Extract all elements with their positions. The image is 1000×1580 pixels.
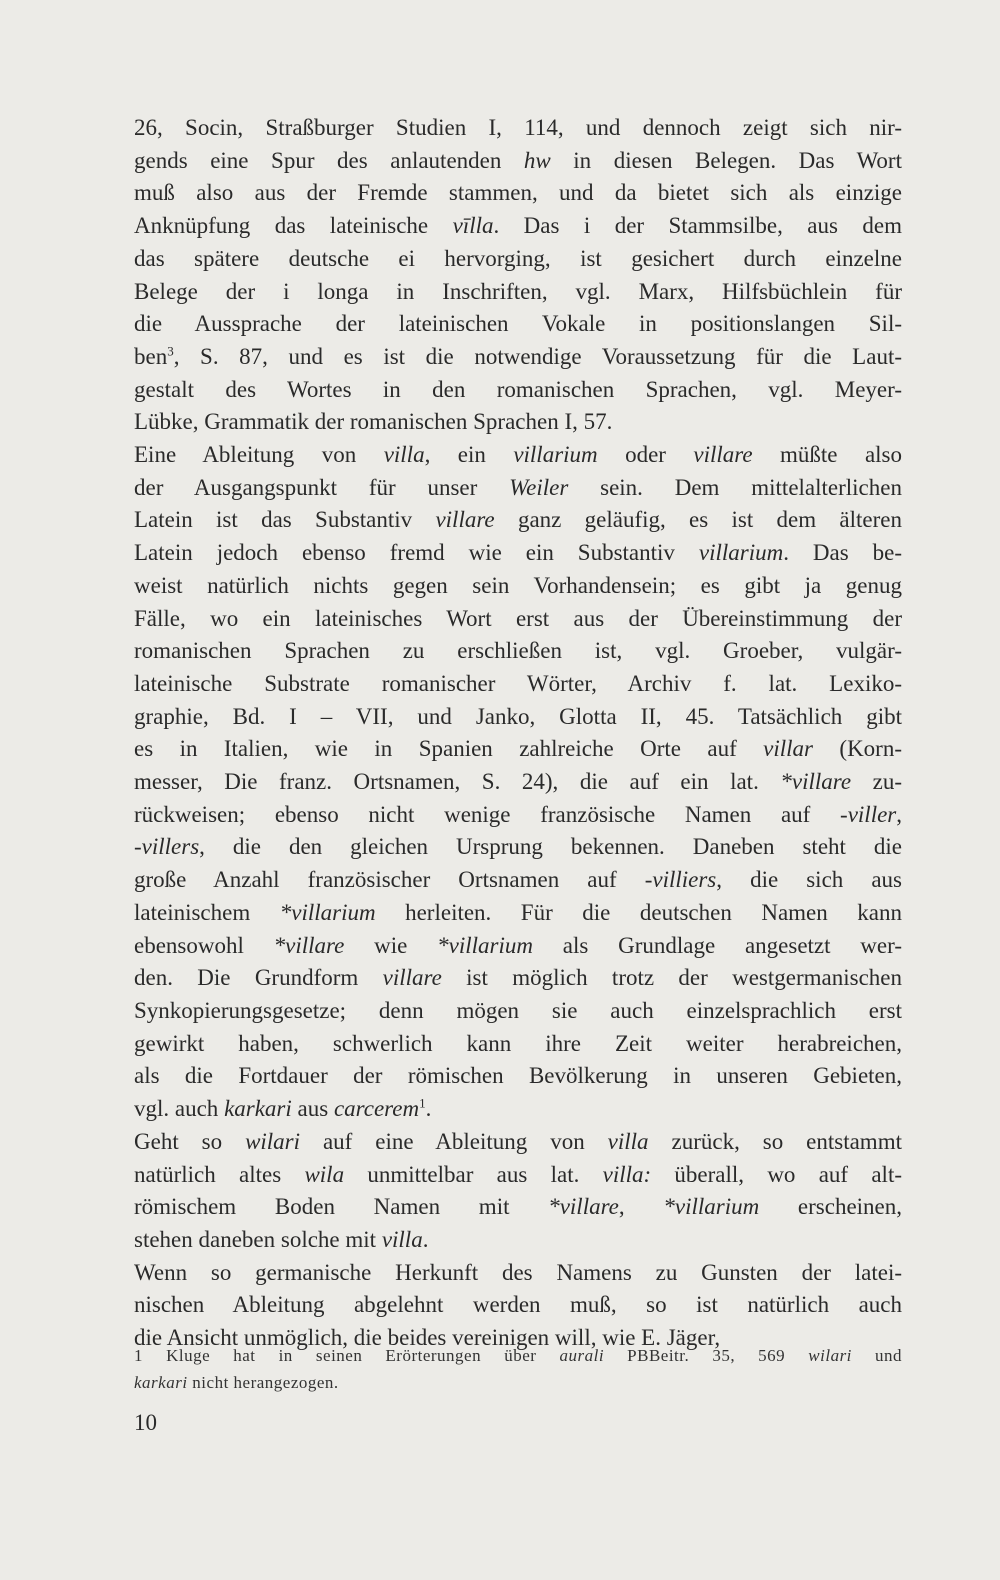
- text-run: Anknüpfung das lateinische: [134, 213, 453, 239]
- text-run: (Korn-: [813, 736, 902, 762]
- text-line: [134, 1369, 902, 1396]
- text-line: [134, 439, 902, 472]
- italic-text: vīlla: [452, 213, 494, 239]
- text-run: Lübke, Grammatik der romanischen Sprachen I, 57.: [134, 409, 613, 435]
- text-run: in diesen Belegen. Das Wort: [550, 147, 902, 173]
- text-run: .: [425, 1096, 432, 1122]
- text-line: [134, 1093, 902, 1126]
- text-line: [134, 341, 902, 374]
- italic-text: *villare: [548, 1194, 619, 1220]
- text-run: ben: [134, 343, 168, 369]
- text-line: [134, 406, 902, 439]
- italic-text: *villarium: [437, 932, 533, 958]
- text-run: herleiten. Für die deutschen Namen kann: [375, 899, 902, 925]
- text-line: [134, 962, 902, 995]
- text-run: oder: [597, 442, 694, 468]
- text-line: [134, 1224, 902, 1257]
- text-run: , die den gleichen Ursprung bekennen. Daneben steht die: [199, 834, 902, 860]
- text-run: die Ansicht unmöglich, die beides vereinigen will, wie E. Jäger,: [134, 1325, 721, 1351]
- text-line: [134, 1126, 902, 1159]
- text-line: [134, 308, 902, 341]
- footnote-marker: 3: [167, 343, 174, 359]
- text-run: wie: [344, 932, 438, 958]
- italic-text: wilari: [245, 1128, 301, 1154]
- text-line: [134, 210, 902, 243]
- text-run: ganz geläufig, es ist dem älteren: [494, 507, 902, 533]
- italic-text: Weiler: [509, 474, 569, 500]
- text-run: zurück, so entstammt: [648, 1128, 902, 1154]
- text-run: und: [851, 1346, 902, 1365]
- text-line: [134, 276, 902, 309]
- text-run: weist natürlich nichts gegen sein Vorhandensein; es gibt ja genug: [134, 572, 902, 598]
- text-line: [134, 243, 902, 276]
- text-run: ,: [618, 1194, 664, 1220]
- text-run: als Grundlage angesetzt wer-: [532, 932, 902, 958]
- text-line: [134, 570, 902, 603]
- italic-text: villa: [607, 1128, 649, 1154]
- text-run: ebensowohl: [134, 932, 274, 958]
- text-run: überall, wo auf alt-: [651, 1161, 902, 1187]
- text-run: lateinischem: [134, 899, 280, 925]
- italic-text: *villare: [780, 769, 852, 795]
- text-line: [134, 701, 902, 734]
- text-run: PBBeitr. 35, 569: [604, 1346, 809, 1365]
- italic-text: -villiers: [644, 867, 717, 893]
- text-line: [134, 1028, 902, 1061]
- italic-text: *villare: [273, 932, 345, 958]
- text-run: unmittelbar aus lat.: [344, 1161, 603, 1187]
- text-run: gends eine Spur des anlautenden: [134, 147, 524, 173]
- text-line: [134, 668, 902, 701]
- text-line: [134, 995, 902, 1028]
- italic-text: villarium: [698, 540, 784, 566]
- text-line: [134, 930, 902, 963]
- body-text: [134, 112, 902, 1355]
- text-run: erscheinen,: [759, 1194, 903, 1220]
- text-run: ,: [896, 801, 902, 827]
- text-run: Synkopierungsgesetze; denn mögen sie auch einzelsprachlich erst: [134, 997, 902, 1023]
- italic-text: villare: [693, 442, 753, 468]
- italic-text: villa: [383, 442, 425, 468]
- italic-text: hw: [523, 147, 551, 173]
- text-line: [134, 177, 902, 210]
- italic-text: carcerem: [333, 1096, 420, 1122]
- text-run: lateinische Substrate romanischer Wörter, Archiv f. lat. Lexiko-: [134, 670, 902, 696]
- text-line: [134, 1342, 902, 1369]
- text-line: [134, 472, 902, 505]
- text-line: [134, 1060, 902, 1093]
- text-line: [134, 1257, 902, 1290]
- text-run: . Das be-: [783, 540, 902, 566]
- italic-text: villa: [381, 1226, 423, 1252]
- text-run: rückweisen; ebenso nicht wenige französische Namen auf: [134, 801, 841, 827]
- text-line: [134, 1289, 902, 1322]
- text-run: große Anzahl französischer Ortsnamen auf: [134, 867, 645, 893]
- text-run: , ein: [424, 442, 514, 468]
- text-run: den. Die Grundform: [134, 965, 383, 991]
- text-line: [134, 635, 902, 668]
- text-line: [134, 112, 902, 145]
- text-run: müßte also: [752, 442, 903, 468]
- text-run: Belege der i longa in Inschriften, vgl. Marx, Hilfsbüchlein für: [134, 278, 902, 304]
- text-line: [134, 603, 902, 636]
- text-run: , die sich aus: [716, 867, 903, 893]
- text-run: 26, Socin, Straßburger Studien I, 114, und dennoch zeigt sich nir-: [134, 115, 902, 140]
- italic-text: -villers: [134, 834, 200, 860]
- text-run: aus: [291, 1096, 334, 1122]
- text-run: das spätere deutsche ei hervorging, ist gesichert durch einzelne: [134, 245, 902, 271]
- italic-text: wila: [304, 1161, 345, 1187]
- text-line: [134, 733, 902, 766]
- text-run: natürlich altes: [134, 1161, 305, 1187]
- text-run: der Ausgangspunkt für unser: [134, 474, 510, 500]
- text-run: zu-: [851, 769, 903, 795]
- text-run: römischem Boden Namen mit: [134, 1194, 549, 1220]
- text-run: vgl. auch: [134, 1096, 225, 1122]
- text-run: romanischen Sprachen zu erschließen ist, vgl. Groeber, vulgär-: [134, 638, 902, 664]
- text-run: als die Fortdauer der römischen Bevölkerung in unseren Gebieten,: [134, 1063, 902, 1089]
- italic-text: *villarium: [663, 1194, 760, 1220]
- text-run: graphie, Bd. I – VII, und Janko, Glotta II, 45. Tatsächlich gibt: [134, 703, 902, 729]
- italic-text: -viller: [840, 801, 897, 827]
- text-run: nicht herangezogen.: [187, 1373, 339, 1392]
- paragraph: [134, 112, 902, 439]
- italic-text: villarium: [513, 442, 598, 468]
- text-line: [134, 766, 902, 799]
- text-run: gestalt des Wortes in den romanischen Sprachen, vgl. Meyer-: [134, 376, 902, 402]
- italic-text: karkari: [134, 1373, 188, 1392]
- text-line: [134, 145, 902, 178]
- italic-text: villare: [382, 965, 442, 991]
- italic-text: karkari: [224, 1096, 292, 1122]
- italic-text: *villarium: [279, 899, 376, 925]
- text-line: [134, 374, 902, 407]
- text-run: Latein ist das Substantiv: [134, 507, 436, 533]
- page-number: 10: [134, 1410, 157, 1435]
- italic-text: aurali: [559, 1346, 605, 1365]
- text-run: .: [422, 1226, 429, 1252]
- italic-text: villa:: [602, 1161, 652, 1187]
- italic-text: villar: [763, 736, 813, 762]
- text-run: ist möglich trotz der westgermanischen: [441, 965, 902, 991]
- text-run: Eine Ableitung von: [134, 442, 384, 468]
- text-run: . Das i der Stammsilbe, aus dem: [493, 213, 902, 239]
- text-run: die Aussprache der lateinischen Vokale in positionslangen Sil-: [134, 311, 902, 337]
- text-run: Wenn so germanische Herkunft des Namens zu Gunsten der latei-: [134, 1259, 902, 1285]
- text-run: gewirkt haben, schwerlich kann ihre Zeit weiter herabreichen,: [134, 1030, 902, 1056]
- text-run: 1 Kluge hat in seinen Erörterungen über: [134, 1346, 560, 1365]
- footnote: [134, 1342, 902, 1396]
- italic-text: villare: [435, 507, 495, 533]
- footnote-marker: 1: [419, 1095, 426, 1111]
- text-run: auf eine Ableitung von: [300, 1128, 608, 1154]
- text-line: [134, 831, 902, 864]
- paragraph: [134, 1257, 902, 1355]
- text-run: sein. Dem mittelalterlichen: [568, 474, 902, 500]
- text-run: messer, Die franz. Ortsnamen, S. 24), die auf ein lat.: [134, 769, 781, 795]
- italic-text: wilari: [808, 1346, 852, 1365]
- text-run: stehen daneben solche mit: [134, 1226, 382, 1252]
- text-run: Latein jedoch ebenso fremd wie ein Substantiv: [134, 540, 699, 566]
- text-line: [134, 864, 902, 897]
- paragraph: [134, 1126, 902, 1257]
- text-line: [134, 1191, 902, 1224]
- text-run: nischen Ableitung abgelehnt werden muß, so ist natürlich auch: [134, 1292, 902, 1318]
- text-run: es in Italien, wie in Spanien zahlreiche Orte auf: [134, 736, 764, 762]
- text-run: , S. 87, und es ist die notwendige Voraussetzung für die Laut-: [173, 343, 902, 369]
- text-run: Geht so: [134, 1128, 246, 1154]
- text-line: [134, 504, 902, 537]
- text-line: [134, 1159, 902, 1192]
- paragraph: [134, 439, 902, 1126]
- text-line: [134, 537, 902, 570]
- text-run: Fälle, wo ein lateinisches Wort erst aus der Übereinstimmung der: [134, 605, 902, 631]
- text-line: [134, 897, 902, 930]
- text-run: muß also aus der Fremde stammen, und da bietet sich als einzige: [134, 180, 902, 206]
- text-line: [134, 799, 902, 832]
